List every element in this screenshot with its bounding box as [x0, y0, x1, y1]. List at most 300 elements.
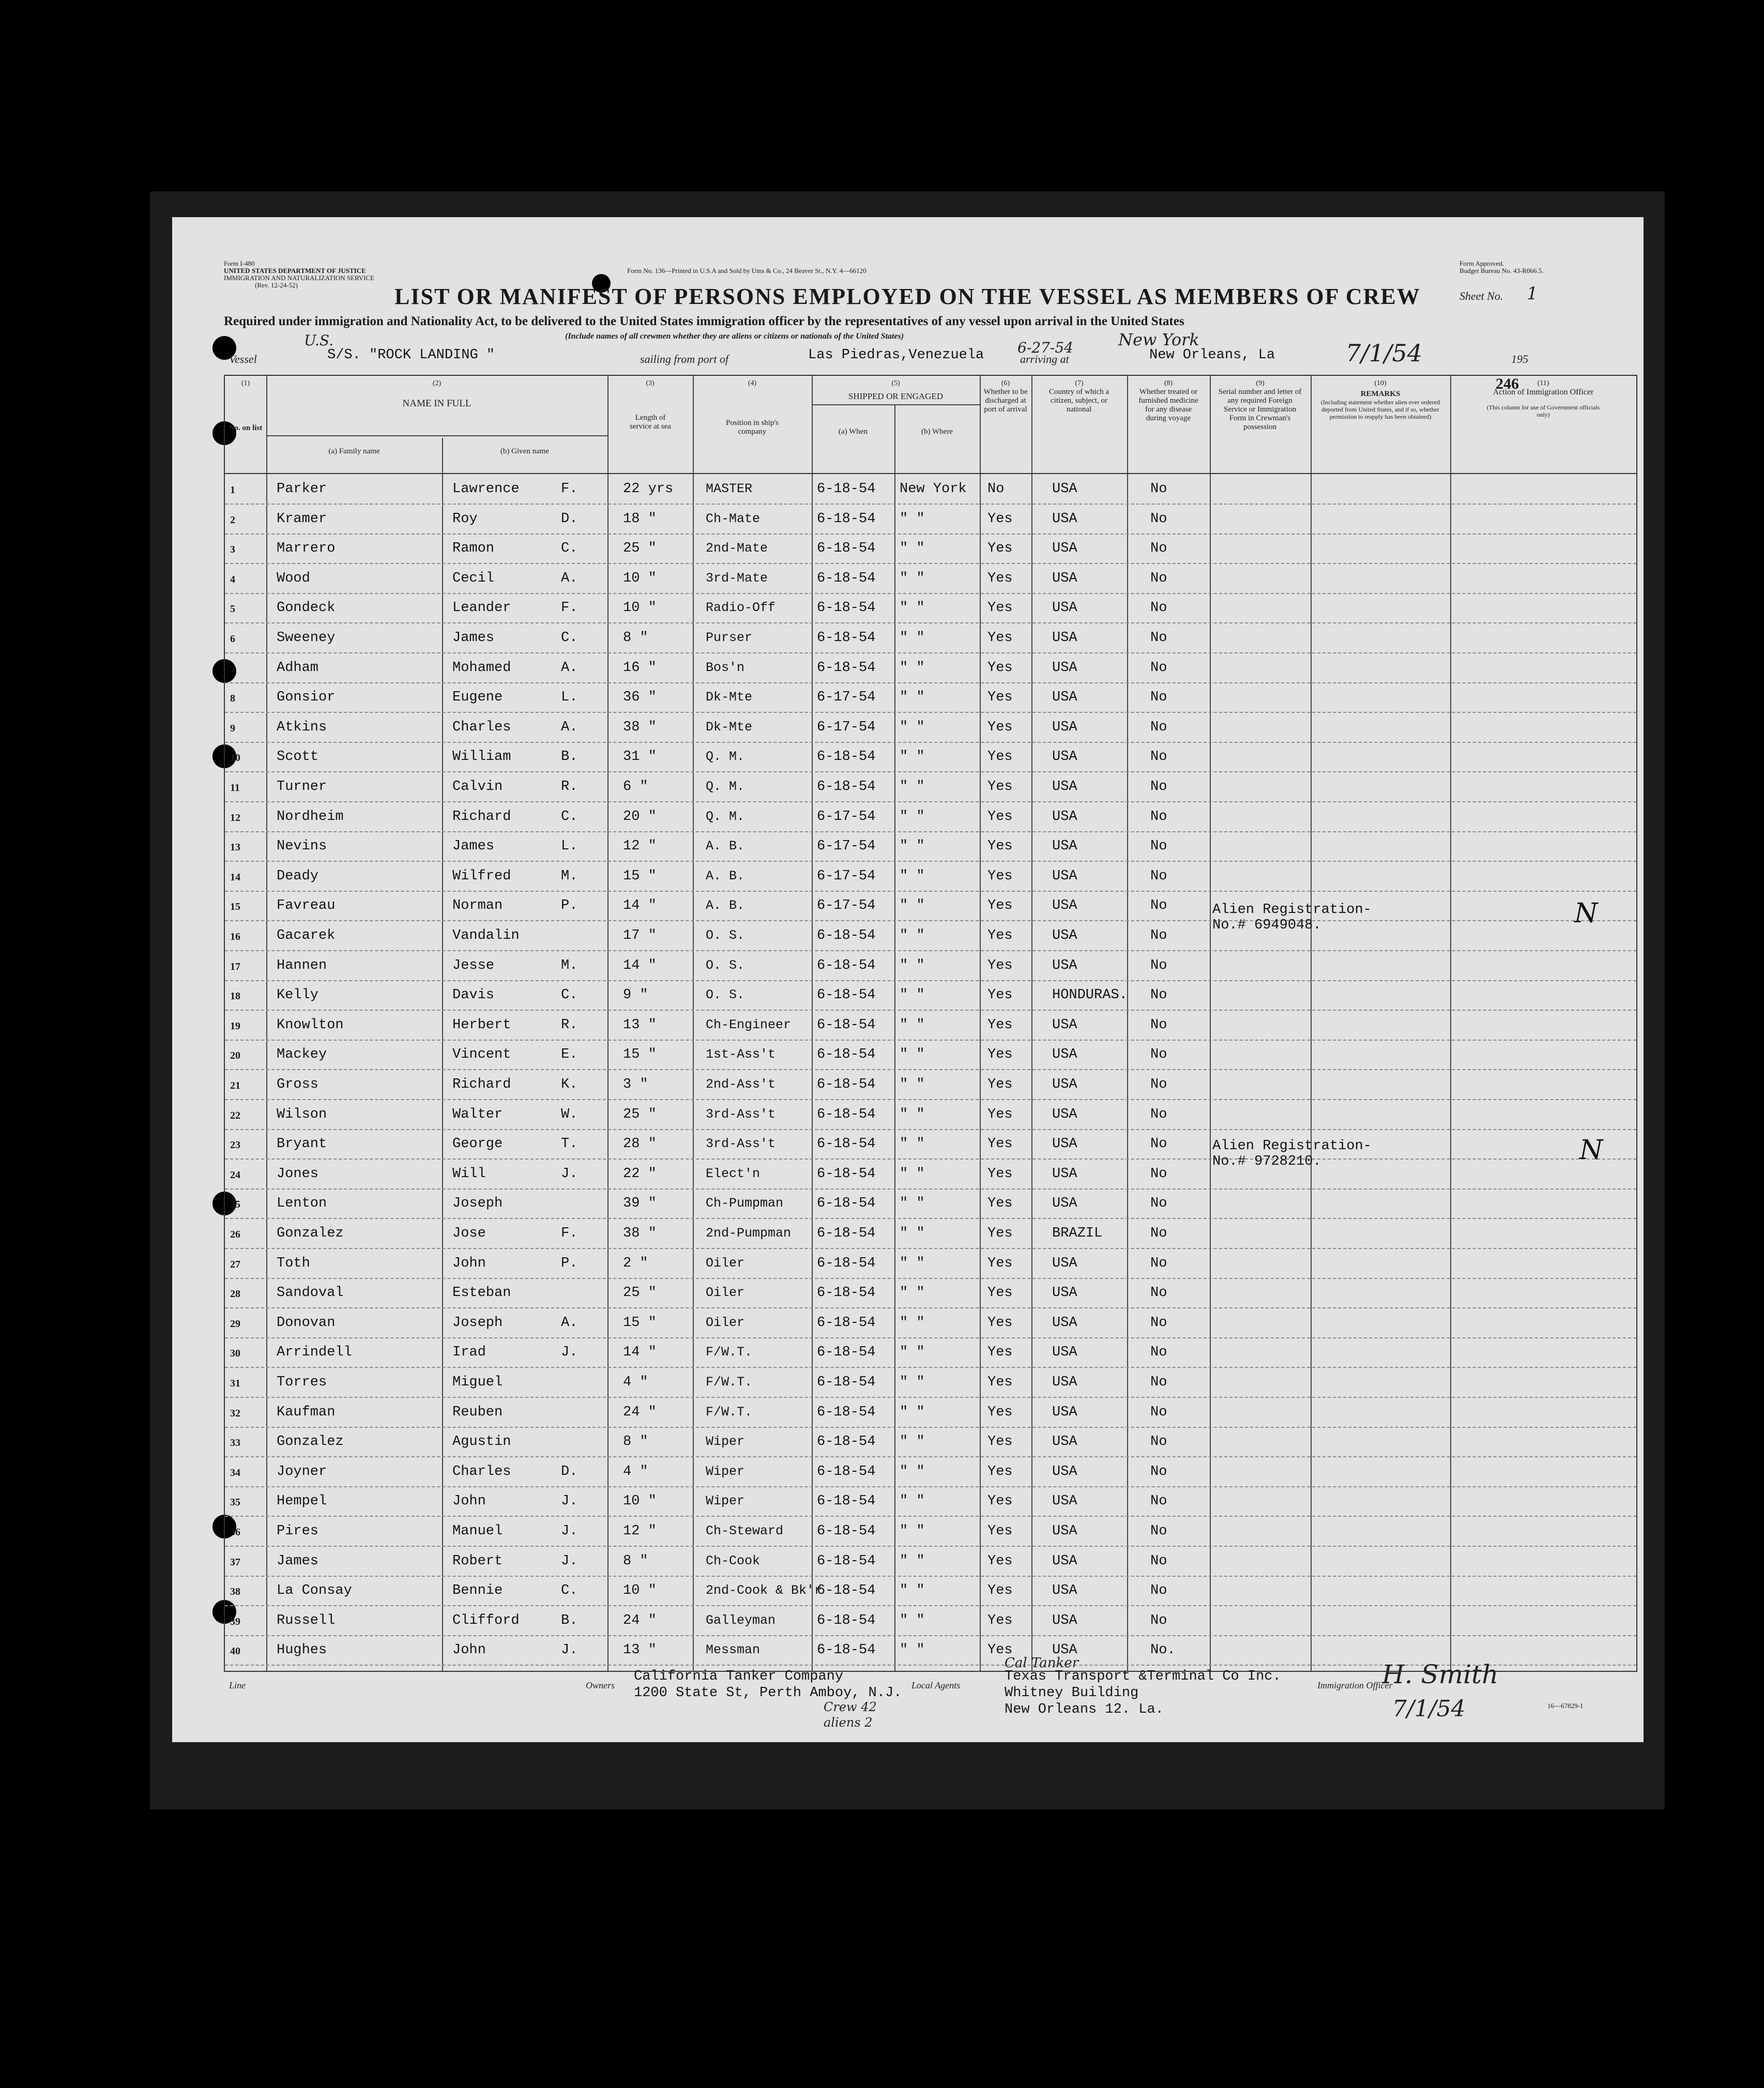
- cell-init: T.: [561, 1136, 578, 1152]
- cell-given: Davis: [452, 987, 495, 1003]
- cell-service: 12 ": [623, 1523, 657, 1539]
- cell-country: USA: [1052, 600, 1077, 616]
- cell-family: Turner: [277, 779, 327, 795]
- cell-family: Deady: [277, 868, 319, 884]
- cell-position: Ch-Mate: [706, 511, 761, 526]
- cell-family: Mackey: [277, 1047, 327, 1063]
- row-number: 24: [230, 1169, 240, 1181]
- table-row: [225, 1367, 1636, 1398]
- cell-medicine: No: [1150, 839, 1167, 855]
- row-number: 13: [230, 842, 240, 854]
- cell-medicine: No: [1150, 1255, 1167, 1271]
- cell-country: USA: [1052, 928, 1077, 943]
- immigration-officer-label: Immigration Officer: [1317, 1680, 1393, 1690]
- arriving-label: arriving at: [1020, 353, 1069, 365]
- cell-where: " ": [900, 1493, 925, 1510]
- cell-medicine: No: [1150, 868, 1167, 884]
- cell-where: " ": [900, 1434, 925, 1450]
- table-row: [225, 1516, 1636, 1547]
- cell-given: Robert: [452, 1553, 503, 1569]
- cell-given: James: [452, 839, 495, 855]
- manifest-sheet: [172, 217, 1644, 1742]
- cell-init: R.: [561, 779, 578, 795]
- cell-country: USA: [1052, 1434, 1077, 1450]
- cell-medicine: No: [1150, 749, 1167, 765]
- cell-position: Messman: [706, 1642, 761, 1658]
- cell-init: A.: [561, 719, 578, 735]
- cell-where: " ": [900, 1196, 925, 1212]
- cell-position: O. S.: [706, 928, 745, 943]
- cell-init: F.: [561, 481, 578, 497]
- cell-position: Wiper: [706, 1464, 745, 1479]
- row-number: 26: [230, 1229, 240, 1240]
- row-number: 23: [230, 1139, 240, 1151]
- cell-service: 15 ": [623, 1047, 657, 1063]
- cell-family: Kramer: [277, 511, 327, 527]
- cell-family: Donovan: [277, 1315, 336, 1331]
- cell-country: USA: [1052, 1196, 1077, 1212]
- row-number: 38: [230, 1586, 240, 1598]
- table-row: [225, 1248, 1636, 1279]
- sheet-number: 1: [1527, 283, 1538, 304]
- cell-service: 22 yrs: [623, 481, 674, 497]
- cell-position: F/W.T.: [706, 1404, 753, 1420]
- row-number: 37: [230, 1556, 240, 1568]
- cell-position: Oiler: [706, 1315, 745, 1330]
- cell-medicine: No: [1150, 779, 1167, 795]
- cell-when: 6-18-54: [817, 1583, 876, 1599]
- cell-when: 6-18-54: [817, 570, 876, 586]
- cell-service: 10 ": [623, 1583, 657, 1599]
- cell-country: USA: [1052, 1255, 1077, 1271]
- cell-medicine: No: [1150, 1017, 1167, 1033]
- cell-where: " ": [900, 1583, 925, 1599]
- cell-service: 25 ": [623, 541, 657, 557]
- cell-when: 6-18-54: [817, 1493, 876, 1510]
- cell-family: Torres: [277, 1375, 327, 1390]
- cell-when: 6-18-54: [817, 1226, 876, 1241]
- col5b-header: (b) Where: [921, 428, 953, 436]
- cell-given: William: [452, 749, 511, 765]
- col3-number: (3): [646, 379, 655, 387]
- cell-position: Q. M.: [706, 749, 745, 765]
- row-number: 1: [230, 484, 235, 496]
- cell-discharged: Yes: [987, 957, 1013, 973]
- cell-country: USA: [1052, 1523, 1077, 1539]
- cell-init: K.: [561, 1077, 578, 1092]
- cell-given: Reuben: [452, 1404, 503, 1420]
- cell-country: USA: [1052, 570, 1077, 586]
- table-row: [225, 534, 1636, 564]
- cell-family: Sandoval: [277, 1285, 344, 1301]
- cell-service: 17 ": [623, 928, 657, 943]
- cell-medicine: No: [1150, 690, 1167, 706]
- col10-number: (10): [1374, 379, 1387, 387]
- cell-service: 14 ": [623, 898, 657, 914]
- row-number: 5: [230, 603, 235, 615]
- table-row: [225, 1308, 1636, 1338]
- crew-table: [224, 375, 1637, 1672]
- row-number: 25: [230, 1199, 240, 1211]
- cell-medicine: No: [1150, 1434, 1167, 1450]
- cell-discharged: Yes: [987, 1017, 1013, 1033]
- cell-family: Gondeck: [277, 600, 336, 616]
- cell-family: Gonsior: [277, 690, 336, 706]
- budget-bureau: Budget Bureau No. 43-R066.5.: [1459, 267, 1544, 275]
- cell-family: Sweeney: [277, 630, 336, 646]
- cell-medicine: No: [1150, 1166, 1167, 1182]
- cell-service: 24 ": [623, 1404, 657, 1420]
- cell-init: L.: [561, 690, 578, 706]
- cell-position: Wiper: [706, 1493, 745, 1509]
- service-line: IMMIGRATION AND NATURALIZATION SERVICE: [224, 274, 375, 282]
- cell-country: USA: [1052, 779, 1077, 795]
- cell-family: Scott: [277, 749, 319, 765]
- col7-header: Country of which a citizen, subject, or national: [1048, 388, 1109, 414]
- table-row: [225, 980, 1636, 1011]
- owner-name: California Tanker Company: [634, 1669, 844, 1684]
- cell-position: Radio-Off: [706, 600, 776, 616]
- col5-number: (5): [891, 379, 900, 387]
- cell-where: " ": [900, 779, 925, 795]
- cell-init: L.: [561, 839, 578, 855]
- table-row: [225, 1129, 1636, 1160]
- cell-family: Adham: [277, 660, 319, 676]
- cell-given: Esteban: [452, 1285, 511, 1301]
- table-row: [225, 951, 1636, 981]
- table-row: [225, 772, 1636, 802]
- department-line: UNITED STATES DEPARTMENT OF JUSTICE: [224, 267, 366, 275]
- cell-discharged: Yes: [987, 1642, 1013, 1658]
- cell-given: Irad: [452, 1345, 486, 1361]
- cell-where: " ": [900, 1285, 925, 1301]
- cell-where: " ": [900, 719, 925, 735]
- cell-position: Ch-Steward: [706, 1523, 784, 1538]
- cell-given: Vandalin: [452, 928, 520, 943]
- cell-service: 10 ": [623, 1493, 657, 1510]
- row-number: 22: [230, 1109, 240, 1121]
- cell-init: C.: [561, 541, 578, 557]
- cell-country: USA: [1052, 898, 1077, 914]
- cell-service: 38 ": [623, 719, 657, 735]
- col10-note: (Including statement whether alien ever ordered deported from United States, and if so, whether permission to reapply has been obtained): [1320, 399, 1440, 420]
- cell-init: P.: [561, 1255, 578, 1271]
- table-row: [225, 742, 1636, 772]
- cell-discharged: Yes: [987, 928, 1013, 943]
- cell-init: C.: [561, 987, 578, 1003]
- cell-where: " ": [900, 839, 925, 855]
- cell-where: " ": [900, 1166, 925, 1182]
- table-row: [225, 474, 1636, 505]
- cell-service: 13 ": [623, 1017, 657, 1033]
- table-row: [225, 1457, 1636, 1487]
- arrival-port: New Orleans, La: [1149, 347, 1275, 363]
- cell-given: John: [452, 1493, 486, 1510]
- row-number: 7: [230, 663, 235, 675]
- cell-init: M.: [561, 957, 578, 973]
- row-number: 32: [230, 1407, 240, 1419]
- cell-position: Ch-Pumpman: [706, 1196, 784, 1211]
- cell-service: 12 ": [623, 839, 657, 855]
- cell-medicine: No: [1150, 1315, 1167, 1331]
- cell-service: 4 ": [623, 1464, 648, 1480]
- table-row: [225, 504, 1636, 535]
- cell-init: D.: [561, 511, 578, 527]
- cell-country: USA: [1052, 690, 1077, 706]
- cell-discharged: Yes: [987, 1166, 1013, 1182]
- cell-position: Oiler: [706, 1285, 745, 1301]
- arrival-handwritten: New York: [1118, 330, 1199, 349]
- cell-discharged: Yes: [987, 1196, 1013, 1212]
- row-number: 11: [230, 782, 240, 794]
- cell-position: F/W.T.: [706, 1345, 753, 1360]
- cell-medicine: No: [1150, 1106, 1167, 1122]
- cell-when: 6-18-54: [817, 1166, 876, 1182]
- row-number: 35: [230, 1497, 240, 1508]
- sail-date-handwritten: 6-27-54: [1017, 339, 1073, 356]
- cell-service: 10 ": [623, 570, 657, 586]
- cell-init: B.: [561, 1612, 578, 1628]
- col9-number: (9): [1256, 379, 1265, 387]
- cell-init: C.: [561, 1583, 578, 1599]
- table-row: [225, 653, 1636, 683]
- vessel-label: Vessel: [229, 353, 257, 365]
- cell-where: " ": [900, 690, 925, 706]
- cell-family: Favreau: [277, 898, 336, 914]
- cell-discharged: Yes: [987, 749, 1013, 765]
- cell-medicine: No: [1150, 1226, 1167, 1241]
- cell-discharged: Yes: [987, 1375, 1013, 1390]
- cell-discharged: Yes: [987, 719, 1013, 735]
- cell-given: Jesse: [452, 957, 495, 973]
- row-number: 39: [230, 1615, 240, 1627]
- table-row: [225, 593, 1636, 623]
- cell-when: 6-17-54: [817, 719, 876, 735]
- row-number: 18: [230, 990, 240, 1002]
- cell-family: Kelly: [277, 987, 319, 1003]
- col5-header: SHIPPED OR ENGAGED: [848, 391, 944, 401]
- cell-discharged: Yes: [987, 541, 1013, 557]
- cell-where: " ": [900, 1642, 925, 1658]
- cell-when: 6-17-54: [817, 868, 876, 884]
- cell-service: 28 ": [623, 1136, 657, 1152]
- cell-service: 3 ": [623, 1077, 648, 1092]
- cell-given: Will: [452, 1166, 486, 1182]
- cell-service: 2 ": [623, 1255, 648, 1271]
- row-number: 27: [230, 1258, 240, 1270]
- cell-position: 2nd-Pumpman: [706, 1226, 792, 1241]
- cell-discharged: Yes: [987, 1434, 1013, 1450]
- cell-position: A. B.: [706, 839, 745, 854]
- row-number: 21: [230, 1080, 240, 1091]
- cell-position: 3rd-Ass't: [706, 1106, 776, 1122]
- cell-discharged: Yes: [987, 1077, 1013, 1092]
- form-number: Form I-480: [224, 260, 255, 267]
- vessel-prefix-handwritten: U.S.: [304, 332, 334, 349]
- table-row: [225, 712, 1636, 743]
- col4-header: Position in ship's company: [726, 419, 779, 436]
- cell-init: B.: [561, 749, 578, 765]
- col10-header: REMARKS: [1360, 390, 1401, 398]
- cell-position: 3rd-Ass't: [706, 1136, 776, 1152]
- cell-family: Wilson: [277, 1106, 327, 1122]
- cell-when: 6-18-54: [817, 1404, 876, 1420]
- cell-family: Hempel: [277, 1493, 327, 1510]
- cell-family: Marrero: [277, 541, 336, 557]
- cell-position: Dk-Mte: [706, 719, 753, 735]
- cell-service: 15 ": [623, 1315, 657, 1331]
- row-number: 8: [230, 693, 235, 705]
- cell-init: C.: [561, 809, 578, 825]
- cell-family: Gonzalez: [277, 1226, 344, 1241]
- cell-country: USA: [1052, 1642, 1077, 1658]
- cell-country: USA: [1052, 839, 1077, 855]
- stamp-number: 246: [1496, 375, 1519, 392]
- sheet-label: Sheet No.: [1459, 289, 1503, 302]
- cell-country: USA: [1052, 1285, 1077, 1301]
- cell-init: E.: [561, 1047, 578, 1063]
- table-row: [225, 891, 1636, 921]
- row-number: 31: [230, 1378, 240, 1389]
- cell-position: Dk-Mte: [706, 690, 753, 705]
- cell-discharged: Yes: [987, 1612, 1013, 1628]
- row-number: 2: [230, 514, 235, 526]
- cell-position: Bos'n: [706, 660, 745, 675]
- cell-position: 2nd-Cook & Bk'r: [706, 1583, 823, 1598]
- arrival-date-handwritten: 7/1/54: [1346, 339, 1423, 367]
- cell-discharged: Yes: [987, 690, 1013, 706]
- cell-medicine: No: [1150, 987, 1167, 1003]
- cell-where: " ": [900, 511, 925, 527]
- cell-when: 6-18-54: [817, 1642, 876, 1658]
- cell-when: 6-18-54: [817, 1017, 876, 1033]
- cell-service: 31 ": [623, 749, 657, 765]
- col11-number: (11): [1537, 379, 1549, 387]
- cell-where: " ": [900, 1375, 925, 1390]
- cell-service: 15 ": [623, 868, 657, 884]
- cell-service: 10 ": [623, 600, 657, 616]
- cell-service: 25 ": [623, 1106, 657, 1122]
- agent-city: New Orleans 12. La.: [1005, 1702, 1164, 1717]
- cell-init: J.: [561, 1493, 578, 1510]
- table-row: [225, 1278, 1636, 1308]
- local-agents-label: Local Agents: [911, 1680, 961, 1690]
- cell-discharged: Yes: [987, 1226, 1013, 1241]
- cell-family: Knowlton: [277, 1017, 344, 1033]
- kelly-officer-action: N: [1574, 898, 1598, 929]
- cell-medicine: No: [1150, 1404, 1167, 1420]
- cell-position: Q. M.: [706, 779, 745, 794]
- cell-family: Gacarek: [277, 928, 336, 943]
- cell-position: Ch-Engineer: [706, 1017, 792, 1032]
- cell-given: Richard: [452, 1077, 511, 1092]
- cell-position: F/W.T.: [706, 1375, 753, 1390]
- cell-discharged: Yes: [987, 1285, 1013, 1301]
- cell-country: USA: [1052, 1583, 1077, 1599]
- cell-medicine: No: [1150, 1196, 1167, 1212]
- row-number: 14: [230, 871, 240, 883]
- cell-when: 6-18-54: [817, 928, 876, 943]
- cell-medicine: No: [1150, 1345, 1167, 1361]
- cell-discharged: Yes: [987, 1464, 1013, 1480]
- row-number: 12: [230, 812, 240, 824]
- cell-discharged: Yes: [987, 1523, 1013, 1539]
- cell-country: USA: [1052, 1464, 1077, 1480]
- cell-medicine: No: [1150, 1523, 1167, 1539]
- cell-position: 2nd-Mate: [706, 541, 768, 556]
- cell-init: R.: [561, 1017, 578, 1033]
- col4-number: (4): [748, 379, 757, 387]
- cell-where: " ": [900, 749, 925, 765]
- cell-given: Leander: [452, 600, 511, 616]
- cell-given: Jose: [452, 1226, 486, 1241]
- cell-position: Elect'n: [706, 1166, 761, 1181]
- cell-family: Kaufman: [277, 1404, 336, 1420]
- cell-family: Wood: [277, 570, 310, 586]
- cell-service: 14 ": [623, 1345, 657, 1361]
- cell-when: 6-18-54: [817, 1464, 876, 1480]
- cell-given: Vincent: [452, 1047, 511, 1063]
- table-row: [225, 1397, 1636, 1428]
- cell-discharged: Yes: [987, 511, 1013, 527]
- cell-family: Arrindell: [277, 1345, 352, 1361]
- cell-service: 25 ": [623, 1285, 657, 1301]
- cell-where: " ": [900, 660, 925, 676]
- table-row: [225, 1159, 1636, 1190]
- table-row: [225, 623, 1636, 653]
- cell-where: " ": [900, 987, 925, 1003]
- cell-init: J.: [561, 1553, 578, 1569]
- cell-where: " ": [900, 630, 925, 646]
- cell-discharged: Yes: [987, 779, 1013, 795]
- cell-position: Purser: [706, 630, 753, 645]
- cell-where: " ": [900, 1077, 925, 1092]
- table-row: [225, 1010, 1636, 1041]
- cell-country: USA: [1052, 1375, 1077, 1390]
- cell-when: 6-18-54: [817, 1553, 876, 1569]
- cell-when: 6-18-54: [817, 1255, 876, 1271]
- cell-given: Walter: [452, 1106, 503, 1122]
- cell-medicine: No: [1150, 1285, 1167, 1301]
- cell-medicine: No: [1150, 1047, 1167, 1063]
- cell-when: 6-18-54: [817, 1136, 876, 1152]
- table-row: [225, 802, 1636, 832]
- cell-family: Nordheim: [277, 809, 344, 825]
- cell-where: " ": [900, 1523, 925, 1539]
- cell-service: 4 ": [623, 1375, 648, 1390]
- cell-position: 1st-Ass't: [706, 1047, 776, 1062]
- col8-header: Whether treated or furnished medicine for any disease during voyage: [1138, 388, 1198, 422]
- vessel-name: S/S. "ROCK LANDING ": [327, 347, 495, 363]
- cell-discharged: Yes: [987, 987, 1013, 1003]
- cell-medicine: No: [1150, 600, 1167, 616]
- cell-given: Eugene: [452, 690, 503, 706]
- cell-medicine: No: [1150, 630, 1167, 646]
- cell-position: Q. M.: [706, 809, 745, 824]
- col7-number: (7): [1075, 379, 1084, 387]
- gonzalez-registration-number: No.# 9728210.: [1212, 1154, 1321, 1169]
- cell-discharged: Yes: [987, 1315, 1013, 1331]
- cell-family: La Consay: [277, 1583, 352, 1599]
- agent-name: Texas Transport &Terminal Co Inc.: [1005, 1669, 1281, 1684]
- cell-position: Ch-Cook: [706, 1553, 761, 1568]
- cell-medicine: No: [1150, 481, 1167, 497]
- cell-when: 6-18-54: [817, 1315, 876, 1331]
- cell-when: 6-18-54: [817, 481, 876, 497]
- row-number: 30: [230, 1348, 240, 1360]
- row-number: 34: [230, 1467, 240, 1479]
- row-number: 4: [230, 573, 235, 585]
